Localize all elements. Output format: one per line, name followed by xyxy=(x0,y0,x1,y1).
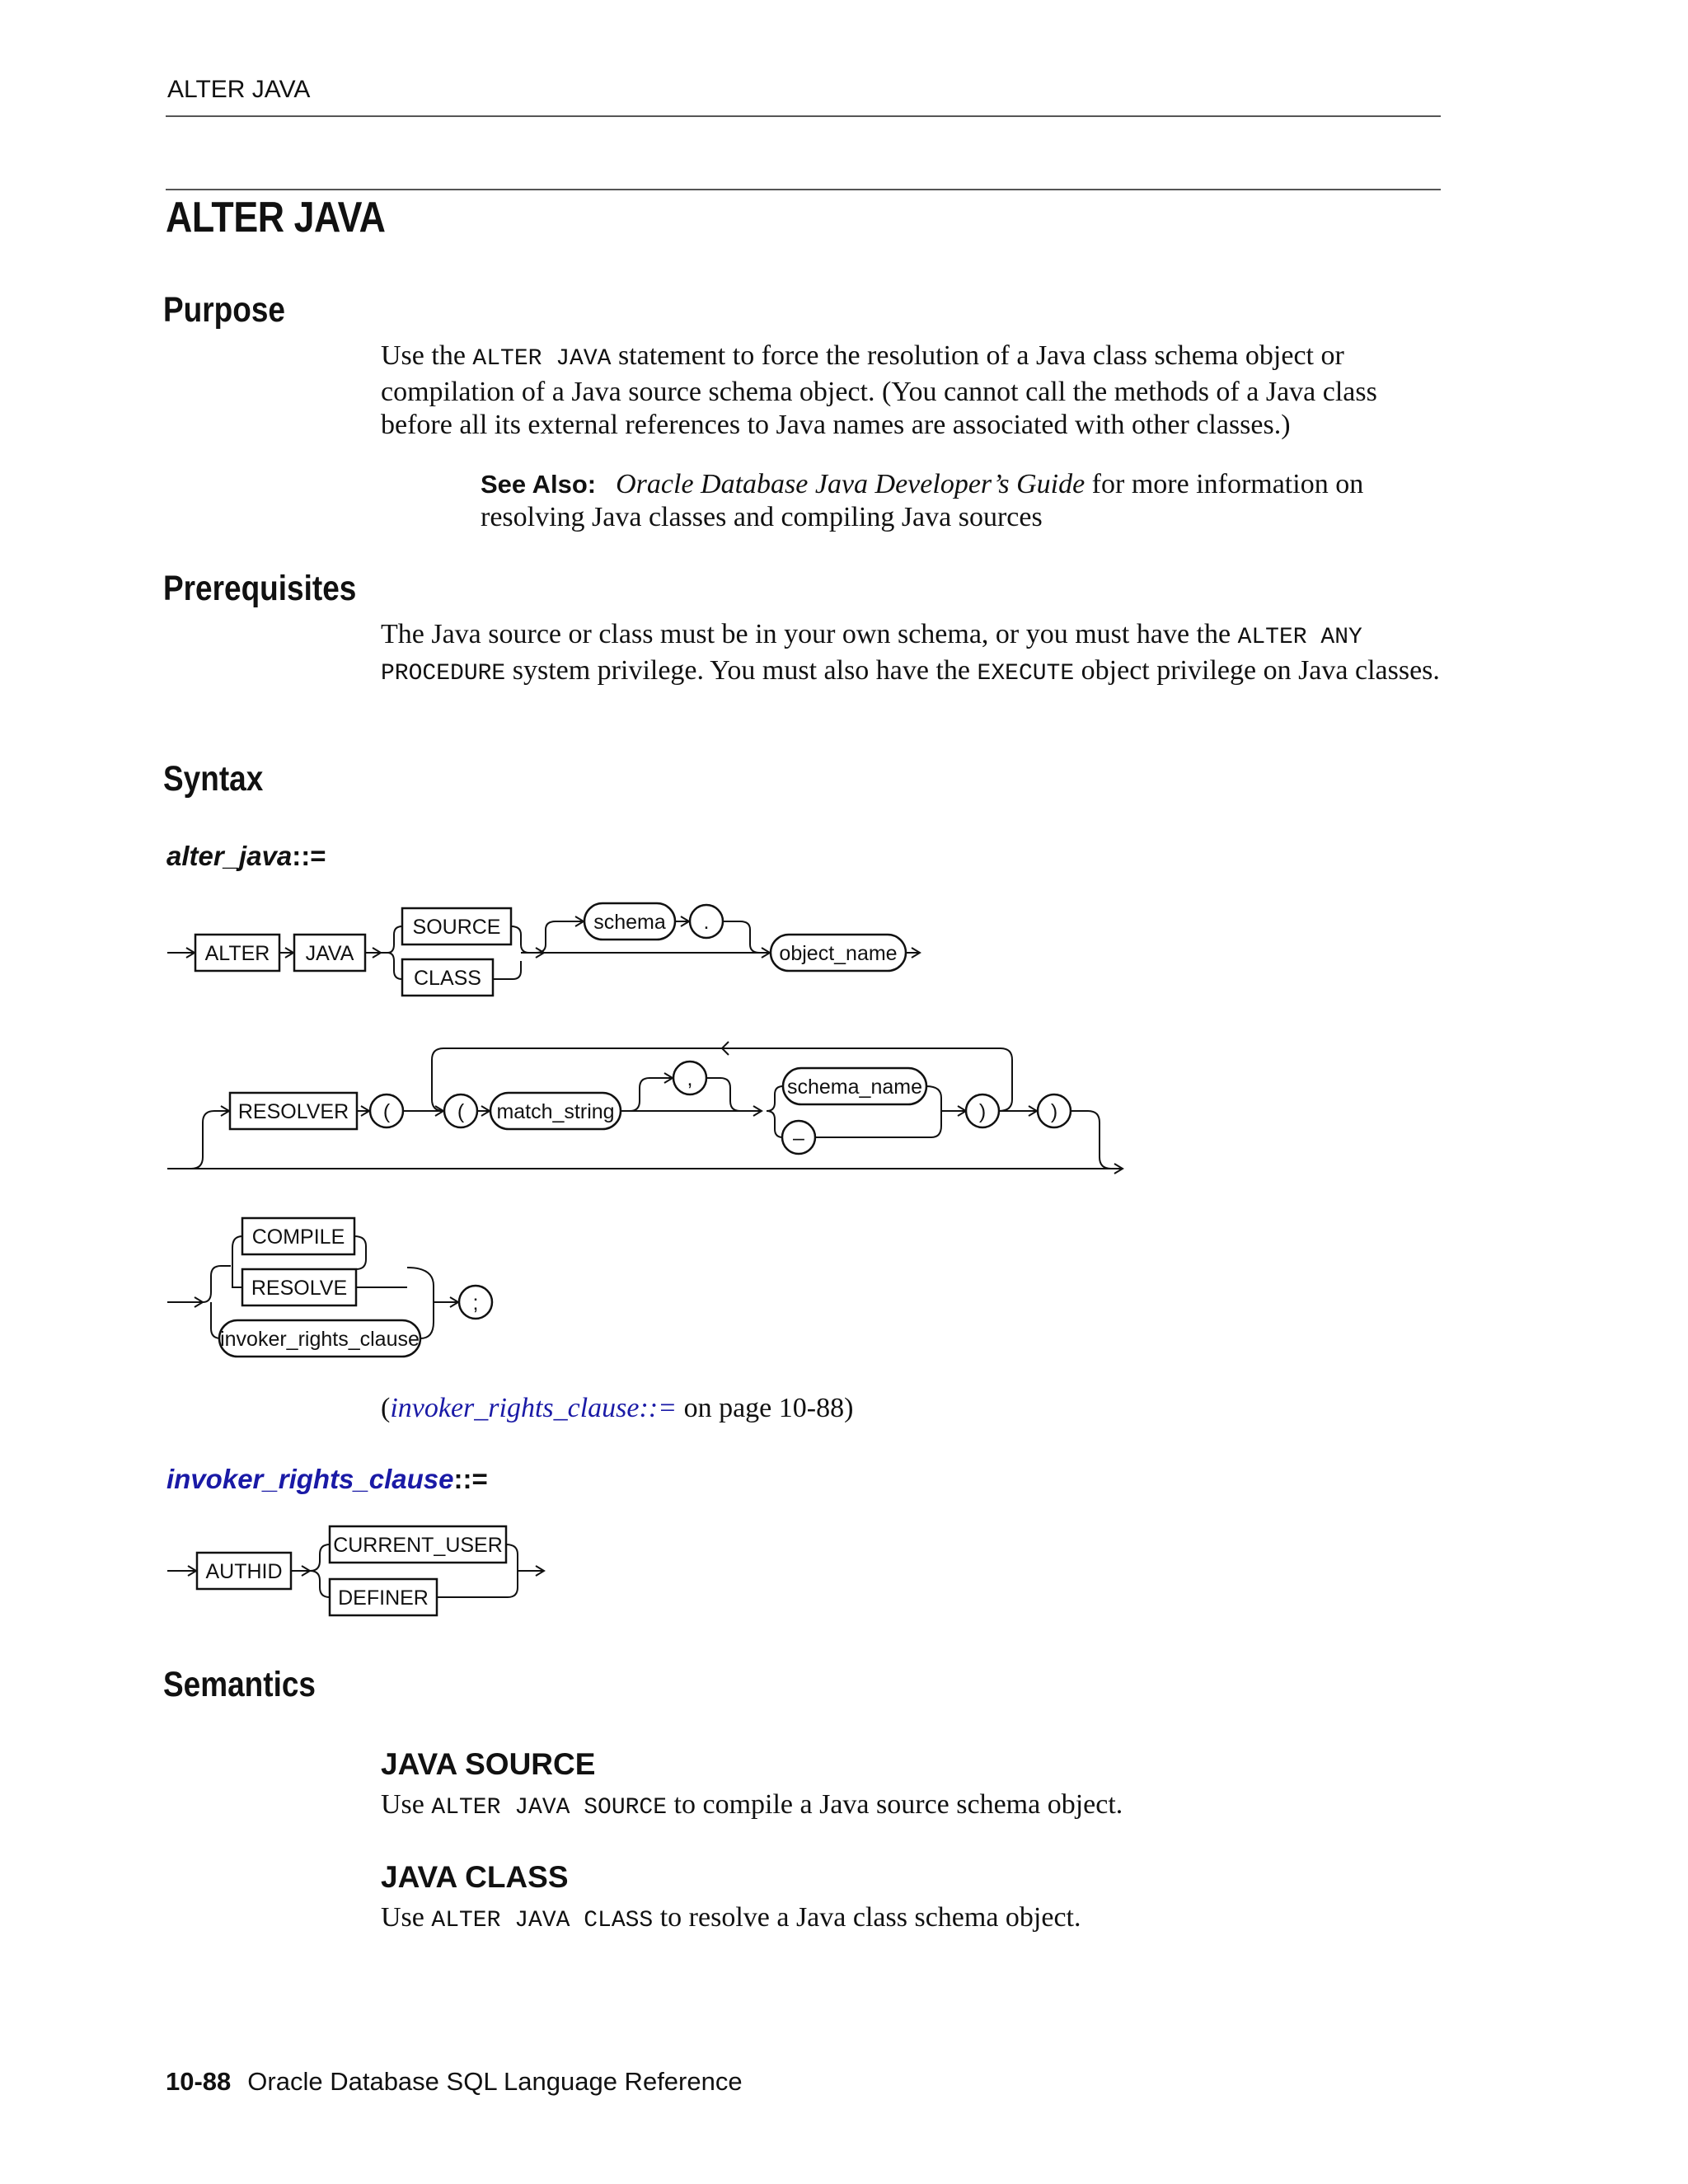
open-paren-symbol-text: ( xyxy=(382,1100,391,1123)
authid-keyword-text: AUTHID xyxy=(205,1560,283,1583)
see-also-label: See Also: xyxy=(481,470,597,499)
inner-close-paren-symbol-text: ) xyxy=(978,1100,987,1123)
dash-symbol-text: – xyxy=(793,1127,804,1150)
class-keyword-text: CLASS xyxy=(414,967,481,990)
purpose-paragraph: Use the ALTER JAVA statement to force the resolution of a Java class schema object or compilation of a Java source schema object. (You cannot call the methods of a Java class before all its external references to Java names are associated with other classes.) xyxy=(381,340,1377,440)
syntax-heading: Syntax xyxy=(163,759,264,799)
close-paren-symbol-text: ) xyxy=(1050,1100,1058,1123)
invoker-rights-clause-element-text: invoker_rights_clause xyxy=(220,1328,420,1351)
schema-element-text: schema xyxy=(593,911,666,934)
see-also-book: Oracle Database Java Developer’s Guide xyxy=(616,469,1085,499)
definer-keyword-text: DEFINER xyxy=(338,1586,429,1610)
alter-java-diagram-row2 xyxy=(167,1042,1123,1169)
schema-name-element-text: schema_name xyxy=(787,1076,922,1099)
comma-symbol-text: , xyxy=(687,1067,693,1090)
compile-keyword-text: COMPILE xyxy=(251,1226,345,1249)
semantics-heading: Semantics xyxy=(163,1665,316,1704)
invoker-rights-clause-diagram xyxy=(167,1526,544,1615)
resolve-keyword-text: RESOLVE xyxy=(251,1277,348,1300)
prerequisites-heading: Prerequisites xyxy=(163,569,357,608)
inner-open-paren-symbol-text: ( xyxy=(457,1100,465,1123)
alter-java-diagram-row3 xyxy=(167,1218,492,1357)
page-number: 10-88 xyxy=(166,2067,232,2096)
see-also-note: See Also: Oracle Database Java Developer’s Guide for more information on resolving Java classes and compiling Java sources xyxy=(481,469,1364,532)
prerequisites-paragraph: The Java source or class must be in your own schema, or you must have the ALTER ANY PROCEDURE system privilege. You must also have the EXECUTE object privilege on Java classes. xyxy=(381,619,1440,687)
dot-symbol-text: . xyxy=(703,911,710,934)
java-class-heading: JAVA CLASS xyxy=(381,1860,569,1894)
java-source-heading: JAVA SOURCE xyxy=(381,1747,596,1781)
object-name-element-text: object_name xyxy=(779,942,898,965)
semicolon-symbol-text: ; xyxy=(472,1291,479,1315)
java-source-paragraph: Use ALTER JAVA SOURCE to compile a Java source schema object. xyxy=(381,1789,1123,1821)
purpose-heading: Purpose xyxy=(163,290,285,330)
java-class-paragraph: Use ALTER JAVA CLASS to resolve a Java class schema object. xyxy=(381,1902,1081,1933)
source-keyword-text: SOURCE xyxy=(412,916,501,939)
alter-java-grammar-label: alter_java::= xyxy=(166,841,326,871)
current-user-keyword-text: CURRENT_USER xyxy=(333,1534,503,1557)
alter-java-diagram-row1 xyxy=(167,903,920,996)
resolver-keyword-text: RESOLVER xyxy=(237,1100,349,1123)
book-title: Oracle Database SQL Language Reference xyxy=(247,2067,743,2096)
page-title: ALTER JAVA xyxy=(166,194,386,241)
invoker-rights-reference: (invoker_rights_clause::= on page 10-88) xyxy=(381,1393,854,1423)
running-header: ALTER JAVA xyxy=(167,76,311,103)
alter-keyword-text: ALTER xyxy=(204,942,270,965)
invoker-rights-grammar-label: invoker_rights_clause::= xyxy=(166,1464,488,1494)
match-string-element-text: match_string xyxy=(496,1100,615,1123)
java-keyword-text: JAVA xyxy=(305,942,354,965)
page-footer xyxy=(166,2067,743,2097)
invoker-rights-link[interactable]: invoker_rights_clause::= xyxy=(390,1393,678,1423)
